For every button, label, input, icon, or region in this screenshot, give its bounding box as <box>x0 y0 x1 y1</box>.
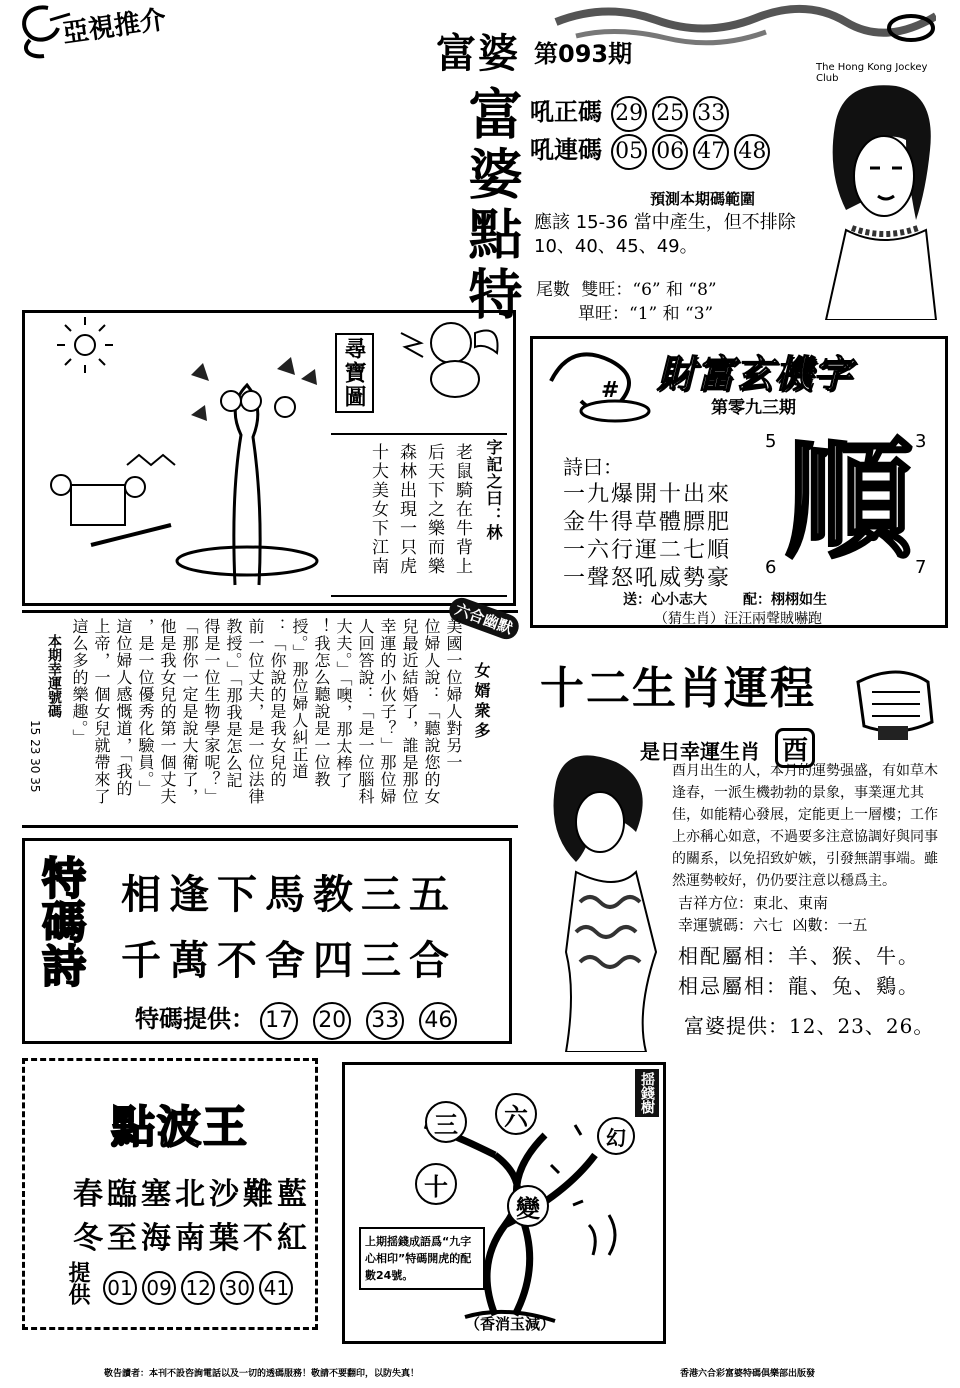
wave-king-numbers <box>103 1271 293 1305</box>
combo-number: 48 <box>734 134 770 170</box>
special-poem-panel <box>22 838 512 1044</box>
story-column: 「那你一定是說大衛了， <box>180 618 199 805</box>
lucky-sign-badge: 酉 <box>775 728 815 768</box>
combo-number: 06 <box>652 134 688 170</box>
combo-numbers-row <box>530 130 770 166</box>
tree-fruit: 十 <box>415 1163 457 1205</box>
tree-fruit: 變 <box>507 1185 549 1227</box>
tail-single: 單旺：“1” 和 “3” <box>578 304 714 324</box>
tail-double: 雙旺：“6” 和 “8” <box>581 280 717 300</box>
fist-icon <box>848 652 938 742</box>
corner-number: 6 <box>765 557 777 578</box>
zodiac-title <box>540 652 816 716</box>
wave-king-title: 點波王 <box>111 1102 249 1153</box>
fortune-poem-label: 詩曰： <box>563 455 623 479</box>
special-poem-line-1: 相逢下馬教三五 <box>121 871 457 918</box>
zodiac-provide: 富婆提供：12、23、26。 <box>684 1014 935 1038</box>
tree-fruit: 幻 <box>597 1117 635 1155</box>
range-line-2: 10、40、45、49。 <box>534 236 698 257</box>
combo-number: 05 <box>611 134 647 170</box>
range-line-1: 應該 15-36 當中產生，但不排除 <box>534 212 796 233</box>
promo-logo <box>10 0 210 60</box>
corner-number: 7 <box>915 557 927 578</box>
zodiac-numbers: 幸運號碼：六七 凶數：一五 <box>678 916 868 934</box>
wave-number: 41 <box>259 1271 293 1305</box>
svg-text:#: # <box>601 378 620 403</box>
riddle-line: 后天下之樂而樂 <box>424 443 444 576</box>
special-poem-label: 特碼詩 <box>34 855 85 987</box>
fortune-credit-pair: 配：栩栩如生 <box>743 592 827 608</box>
jockey-club-text: The Hong Kong Jockey Club <box>816 62 928 84</box>
lucky-numbers-label: 本期幸運號碼 <box>46 634 62 718</box>
special-provide-label: 特碼提供： <box>135 1005 255 1033</box>
main-number: 33 <box>693 96 729 132</box>
riddle-line: 森林出現一只虎 <box>396 443 416 576</box>
zodiac-description: 酉月出生的人，本月的運勢强盛，有如草木逢春，一派生機勃勃的景象，事業運尤其佳，如能精心發展，定能更上一層樓；工作上亦稱心如意，不過要多注意協調好與同事的關系，以免招致妒嫉，引發無謂事端。雖然運勢較好，仍仍要注意以穩爲主。 <box>672 763 938 889</box>
story-column: ：「你說的是我女兒的 <box>268 618 287 788</box>
wave-king-line-2: 冬至海南葉不紅 <box>73 1221 311 1256</box>
riddle-scroll <box>331 433 507 597</box>
fortune-title: 財富玄機字 <box>657 351 853 396</box>
woman-portrait-illustration <box>806 80 946 320</box>
tree-fruit: 六 <box>495 1093 537 1135</box>
wave-number: 01 <box>103 1271 137 1305</box>
wave-number: 09 <box>142 1271 176 1305</box>
story-column: 這么多的樂趣。」 <box>70 618 89 746</box>
main-numbers-label: 吼正碼 <box>530 97 602 126</box>
main-number: 29 <box>611 96 647 132</box>
fortune-poem-line: 一九爆開十出來 <box>563 482 732 507</box>
wave-king-line-1: 春臨塞北沙難藍 <box>73 1177 311 1212</box>
woman-dancer-illustration <box>536 752 676 1052</box>
special-number: 17 <box>260 1002 298 1040</box>
main-number: 25 <box>652 96 688 132</box>
riddle-line: 十大美女下江南 <box>368 443 388 576</box>
zodiac-avoid: 相忌屬相：龍、兔、鷄。 <box>678 974 920 998</box>
tree-fruit: 三 <box>425 1101 467 1143</box>
wave-king-panel <box>22 1058 318 1330</box>
story-column: 大夫。」「噢，那太棒了 <box>334 618 353 789</box>
title-banner <box>436 18 946 84</box>
promo-text: 亞視推介 <box>60 4 168 50</box>
story-column: 美國一位婦人對另一 <box>444 618 463 771</box>
money-tree-note: 上期揺錢成語爲“九字心相印”特碼開虎的配數24號。 <box>359 1227 485 1290</box>
special-number: 46 <box>419 1002 457 1040</box>
story-column: ！我怎么聽說是一位教 <box>312 618 331 788</box>
story-column: 前一位丈夫，是一位法律 <box>246 618 265 805</box>
lucky-sign-label: 是日幸運生肖 <box>640 739 760 764</box>
corner-number: 5 <box>765 431 777 452</box>
treasure-map-label: 尋寶圖 <box>335 333 374 413</box>
treasure-scene-illustration <box>31 315 371 605</box>
footer-publisher: 香港六合彩富婆特碼俱樂部出版發 <box>680 1369 816 1379</box>
riddle-line: 老鼠騎在牛背上 <box>452 443 472 576</box>
corner-number: 3 <box>915 431 927 452</box>
main-numbers-row <box>530 92 729 128</box>
fortune-poem-line: 一六行運二七順 <box>563 538 732 563</box>
story-column: 他是我女兒的第一個丈夫 <box>158 618 177 805</box>
special-number: 20 <box>313 1002 351 1040</box>
page-title: 富婆 <box>436 30 520 77</box>
zodiac-title-text: 十二生肖運程 <box>540 663 816 714</box>
money-tree-panel <box>342 1062 666 1344</box>
fortune-big-character: 順 <box>785 426 914 576</box>
combo-numbers-label: 吼連碼 <box>530 135 602 164</box>
story-columns <box>70 618 464 818</box>
special-poem-line-2: 千萬不舍四三合 <box>121 937 457 984</box>
fortune-hint: （猜生肖）汪汪兩聲賊嚇跑 <box>654 611 822 627</box>
story-column: 幸運的小伙子？」那位婦 <box>378 618 397 805</box>
story-column: 位婦人說：「聽說您的女 <box>422 618 441 805</box>
money-tree-caption: （香消玉減） <box>465 1315 556 1333</box>
story-column: 上帝，一個女兒就帶來了 <box>92 618 111 805</box>
fortune-panel <box>530 336 948 628</box>
wave-number: 12 <box>181 1271 215 1305</box>
footer-notice: 敬告讀者：本刊不設咨詢電話以及一切的透碼服務！敬請不要翻印，以防失真！ <box>104 1369 420 1379</box>
wave-number: 30 <box>220 1271 254 1305</box>
story-column: 得是一位生物學家呢？」 <box>202 618 221 805</box>
fortune-poem-line: 金牛得草體膘肥 <box>563 510 732 535</box>
tail-label: 尾數 <box>536 280 570 300</box>
cherub-illustration <box>381 313 511 413</box>
story-text <box>68 618 464 818</box>
wave-king-provide-label: 提供 <box>65 1261 91 1305</box>
money-tree-label: 揺錢樹 <box>635 1069 659 1117</box>
zodiac-direction: 吉祥方位：東北、東南 <box>678 894 829 912</box>
story-column: 兒最近結婚了，誰是那位 <box>400 618 419 805</box>
treasure-map-panel <box>22 310 516 606</box>
combo-number: 47 <box>693 134 729 170</box>
zodiac-match: 相配屬相：羊、猴、牛。 <box>678 944 920 968</box>
issue-number: 第093期 <box>534 40 633 68</box>
range-title: 預測本期碼範圍 <box>650 190 756 208</box>
fortune-poem-line: 一聲怒吼威勢豪 <box>563 566 732 591</box>
story-column: 人回答說：「是一位腦科 <box>356 618 375 805</box>
special-number: 33 <box>366 1002 404 1040</box>
humor-badge: 六合幽默 <box>446 594 522 642</box>
story-column: 這位婦人感慨道，「我的 <box>114 618 133 797</box>
tail-numbers <box>536 278 717 326</box>
special-provide-row <box>135 999 457 1040</box>
story-column: ，是一位優秀化驗員。」 <box>136 618 155 797</box>
tip-vertical-title: 富婆點特 <box>460 86 524 326</box>
story-column: 教授。」「那我是怎么記 <box>224 618 243 789</box>
story-column: 授。」那位婦人糾正道 <box>290 618 309 780</box>
fortune-issue: 第零九三期 <box>711 398 796 418</box>
riddle-heading: 字記之曰：林 <box>484 439 503 541</box>
fortune-swirl-art <box>541 341 661 431</box>
story-side-title: 女婿衆多 <box>472 662 491 742</box>
fortune-credit-send: 送：心小志大 <box>623 592 707 608</box>
lucky-numbers-values: 15 23 30 35 <box>28 720 42 793</box>
